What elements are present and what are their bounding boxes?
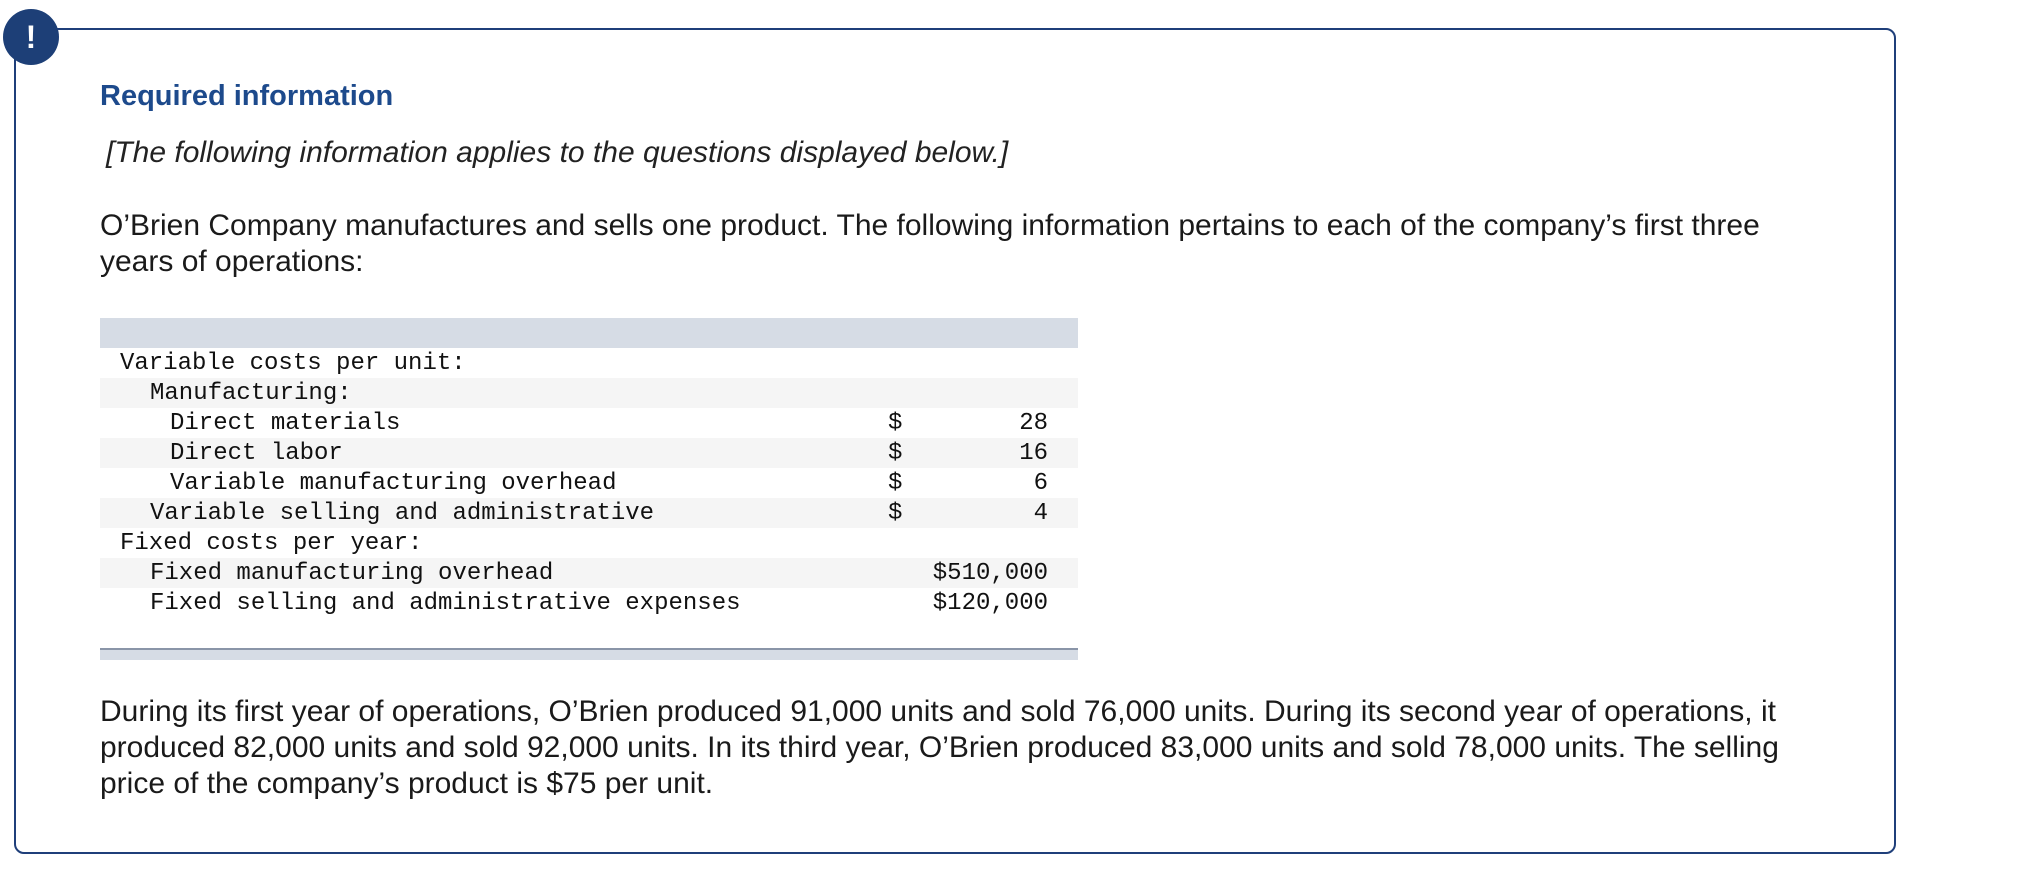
- direct-labor-value: 16: [928, 438, 1078, 468]
- fixed-overhead-value: $510,000: [888, 558, 1078, 588]
- table-row: [100, 588, 1078, 618]
- exclamation-icon: !: [3, 9, 59, 65]
- table-row: [100, 558, 1078, 588]
- direct-labor-label: Direct labor: [100, 438, 888, 468]
- table-header-band: [100, 318, 1078, 348]
- table-row: [100, 438, 1078, 468]
- table-row: [100, 348, 1078, 378]
- variable-selling-currency: $: [888, 498, 928, 528]
- fixed-selling-value: $120,000: [888, 588, 1078, 618]
- manufacturing-header: Manufacturing:: [100, 378, 1078, 408]
- table-row: [100, 498, 1078, 528]
- table-row: [100, 378, 1078, 408]
- table-row: [100, 468, 1078, 498]
- variable-overhead-label: Variable manufacturing overhead: [100, 468, 888, 498]
- direct-labor-currency: $: [888, 438, 928, 468]
- variable-overhead-currency: $: [888, 468, 928, 498]
- table-row: [100, 408, 1078, 438]
- fixed-selling-label: Fixed selling and administrative expenses: [100, 588, 888, 618]
- fixed-overhead-label: Fixed manufacturing overhead: [100, 558, 888, 588]
- variable-selling-value: 4: [928, 498, 1078, 528]
- required-information-heading: Required information: [100, 80, 394, 112]
- variable-overhead-value: 6: [928, 468, 1078, 498]
- table-footer-band: [100, 649, 1078, 660]
- intro-paragraph: O’Brien Company manufactures and sells one product. The following information pertains to each of the company’s first three years of operations:: [100, 209, 1760, 278]
- applies-note: [The following information applies to the questions displayed below.]: [106, 136, 1009, 169]
- direct-materials-label: Direct materials: [100, 408, 888, 438]
- fixed-costs-header: Fixed costs per year:: [100, 528, 1078, 558]
- table-row: [100, 528, 1078, 558]
- closing-paragraph: During its first year of operations, O’Brien produced 91,000 units and sold 76,000 units. During its second year of operations, it produced 82,000 units and sold 92,000 units. In its third year, O’Brien produced 83,000 units and sold 78,000 units. The selling price of the company’s product is $75 per unit.: [100, 695, 1779, 800]
- variable-costs-header: Variable costs per unit:: [100, 348, 1078, 378]
- direct-materials-currency: $: [888, 408, 928, 438]
- table-spacer-row: [100, 618, 1078, 649]
- variable-selling-label: Variable selling and administrative: [100, 498, 888, 528]
- cost-table: [100, 318, 1078, 660]
- direct-materials-value: 28: [928, 408, 1078, 438]
